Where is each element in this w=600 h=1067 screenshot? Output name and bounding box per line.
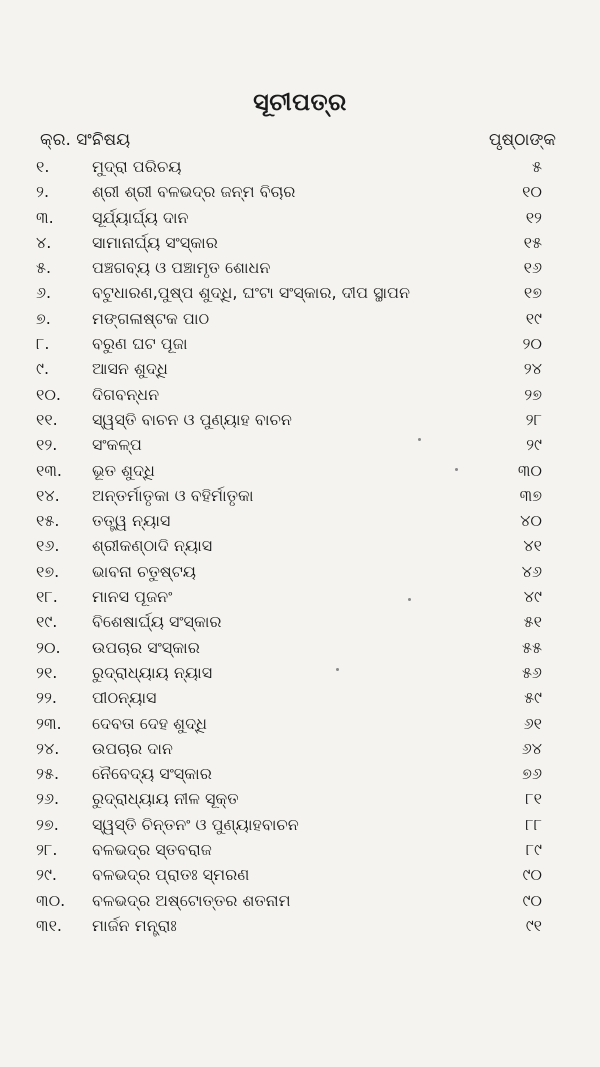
toc-row (0, 687, 600, 712)
toc-row (0, 308, 600, 333)
toc-row-subject: ବଳଭଦ୍ର ଅଷ୍ଟୋତ୍ତର ଶତନାମ (92, 890, 291, 910)
toc-row-page: ୯୦ (522, 865, 542, 885)
toc-row-number: ୮. (36, 334, 50, 354)
toc-row-number: ୧୫. (36, 511, 60, 531)
toc-row-number: ୧୨. (36, 435, 58, 455)
toc-row-number: ୧. (36, 157, 50, 176)
toc-row-page: ୪୦ (520, 511, 542, 531)
toc-row-number: ୪. (36, 232, 52, 252)
toc-row-number: ୯. (36, 359, 50, 379)
toc-row-number: ୨୯. (36, 865, 58, 885)
toc-row-subject: ଭାବନା ଚତୁଷ୍ଟୟ (92, 561, 196, 581)
toc-row-page: ୧୨ (525, 207, 542, 227)
toc-row-number: ୧୮. (36, 587, 58, 607)
toc-row-number: ୧୬. (36, 536, 60, 556)
toc-row-subject: ବଟୁଧାରଣ,ପୁଷ୍ପ ଶୁଦ୍ଧି, ଘଂଟା ସଂସ୍କାର, ଦୀପ ସ୍ଥାପନ (92, 283, 411, 303)
toc-row (0, 510, 600, 535)
toc-row-number: ୫. (36, 258, 52, 278)
toc-row-subject: ପୀଠନ୍ୟାସ (92, 688, 157, 708)
subject-header: ବିଷୟ (92, 130, 131, 150)
toc-row-number: ୩. (36, 207, 54, 227)
toc-row (0, 535, 600, 560)
toc-row (0, 434, 600, 459)
toc-row-page: ୨୮ (525, 409, 542, 429)
toc-row-page: ୬୪ (521, 738, 542, 758)
toc-row-number: ୨୧. (36, 662, 58, 682)
toc-row-number: ୨୫. (36, 764, 60, 784)
toc-row-page: ୬୧ (523, 713, 542, 733)
toc-row-page: ୪୧ (523, 536, 542, 556)
serial-header: କ୍ର. ସଂ. (40, 130, 98, 150)
toc-row-page: ୧୯ (525, 308, 542, 328)
page-header: ପୃଷ୍ଠାଙ୍କ (488, 130, 556, 150)
toc-row (0, 358, 600, 383)
toc-row-subject: ଉପଚାର ଦାନ (92, 738, 173, 758)
toc-row-number: ୨୨. (36, 688, 58, 708)
toc-row-subject: ମାର୍ଜନ ମନ୍ତ୍ରାଃ (92, 915, 177, 935)
page-title: ସୂଚୀପତ୍ର (253, 88, 347, 116)
toc-row-subject: ତତ୍ତ୍ୱ ନ୍ୟାସ (92, 511, 171, 531)
paper-speck (418, 438, 421, 441)
toc-row-subject: ମୁଦ୍ରା ପରିଚୟ (92, 157, 182, 176)
toc-row (0, 864, 600, 889)
toc-row-subject: ସାମାନାର୍ଘ୍ୟ ସଂସ୍କାର (92, 232, 218, 252)
paper-speck (408, 598, 411, 601)
toc-row-subject: ଶ୍ରୀକଣ୍ଠାଦି ନ୍ୟାସ (92, 536, 213, 556)
toc-row (0, 713, 600, 738)
toc-row-page: ୩୦ (517, 460, 542, 480)
toc-row-number: ୩୧. (36, 915, 62, 935)
toc-row (0, 181, 600, 206)
toc-row (0, 485, 600, 510)
toc-row-page: ୨୯ (526, 435, 542, 455)
toc-list (0, 156, 600, 940)
toc-row (0, 890, 600, 915)
toc-row-page: ୫ (532, 157, 542, 176)
toc-row (0, 460, 600, 485)
toc-row-page: ୭୬ (522, 764, 542, 784)
toc-row-subject: ବିଶେଷାର୍ଘ୍ୟ ସଂସ୍କାର (92, 612, 222, 632)
toc-row-subject: ବଳଭଦ୍ର ସ୍ତବରାଜ (92, 840, 212, 860)
toc-row-page: ୫୧ (523, 612, 542, 632)
toc-row-number: ୨୮. (36, 840, 58, 860)
toc-row-number: ୨୪. (36, 738, 60, 758)
toc-row (0, 839, 600, 864)
toc-row-page: ୮୮ (525, 814, 542, 834)
toc-row-subject: ବଳଭଦ୍ର ପ୍ରାତଃ ସ୍ମରଣ (92, 865, 250, 885)
toc-row-page: ୪୯ (523, 587, 542, 607)
toc-row (0, 282, 600, 307)
toc-row-subject: ଆସନ ଶୁଦ୍ଧି (92, 359, 168, 379)
toc-row-page: ୫୬ (521, 662, 542, 682)
toc-row-page: ୧୦ (522, 182, 542, 202)
toc-row-page: ୯୧ (525, 915, 542, 935)
toc-row-subject: ମାନସ ପୂଜନଂ (92, 587, 173, 607)
toc-row-page: ୨୦ (522, 334, 542, 354)
toc-row-number: ୨୦. (36, 637, 61, 657)
toc-row-page: ୨୪ (523, 359, 542, 379)
toc-row (0, 814, 600, 839)
toc-row (0, 611, 600, 636)
toc-row-subject: ରୁଦ୍ରାଧ୍ୟାୟ ନ୍ୟାସ (92, 662, 213, 682)
toc-row-page: ୫୯ (524, 688, 542, 708)
toc-row-subject: ବରୁଣ ଘଟ ପୂଜା (92, 334, 188, 354)
toc-row-subject: ଶ୍ରୀ ଶ୍ରୀ ବଳଭଦ୍ର ଜନ୍ମ ବିଚାର (92, 182, 296, 202)
toc-row-subject: ସ୍ୱସ୍ତି ବାଚନ ଓ ପୁଣ୍ୟାହ ବାଚନ (92, 409, 292, 429)
toc-row-number: ୧୪. (36, 485, 60, 505)
toc-row-subject: ନୈବେଦ୍ୟ ସଂସ୍କାର (92, 764, 212, 784)
toc-row (0, 662, 600, 687)
toc-row-subject: ଉପଚାର ସଂସ୍କାର (92, 637, 200, 657)
toc-row (0, 788, 600, 813)
toc-row-page: ୯୦ (522, 890, 542, 910)
toc-row (0, 763, 600, 788)
toc-row (0, 207, 600, 232)
toc-row (0, 738, 600, 763)
toc-row-subject: ଭୂତ ଶୁଦ୍ଧି (92, 460, 155, 480)
toc-row-number: ୧୯. (36, 612, 58, 632)
toc-row-subject: ଦେବତା ଦେହ ଶୁଦ୍ଧି (92, 713, 207, 733)
toc-row-number: ୨. (36, 182, 50, 202)
toc-row-number: ୧୭. (36, 561, 60, 581)
toc-row-number: ୨୩. (36, 713, 62, 733)
toc-row (0, 409, 600, 434)
toc-row-page: ୧୬ (523, 258, 542, 278)
toc-row (0, 561, 600, 586)
toc-row (0, 257, 600, 282)
paper-speck (336, 668, 339, 671)
toc-row (0, 232, 600, 257)
toc-row (0, 333, 600, 358)
toc-row-number: ୧୩. (36, 460, 62, 480)
toc-row-subject: ଦିଗବନ୍ଧନ (92, 384, 160, 404)
table-header (0, 130, 600, 156)
toc-row-number: ୨୬. (36, 789, 60, 809)
toc-row-page: ୧୫ (523, 232, 542, 252)
toc-row-subject: ରୁଦ୍ରାଧ୍ୟାୟ ନୀଳ ସୂକ୍ତ (92, 789, 239, 809)
toc-row-page: ୮୯ (525, 840, 542, 860)
toc-row-subject: ମଙ୍ଗଳାଷ୍ଟକ ପାଠ (92, 308, 210, 328)
toc-row-subject: ସଂକଳ୍ପ (92, 435, 142, 455)
toc-row-subject: ସ୍ୱସ୍ତି ଚିନ୍ତନଂ ଓ ପୁଣ୍ୟାହବାଚନ (92, 814, 299, 834)
toc-row (0, 637, 600, 662)
toc-row (0, 156, 600, 181)
toc-row-number: ୭. (36, 308, 51, 328)
toc-row-subject: ପଞ୍ଚଗବ୍ୟ ଓ ପଞ୍ଚାମୃତ ଶୋଧନ (92, 258, 271, 278)
toc-row-page: ୮୧ (525, 789, 542, 809)
toc-row-subject: ଅନ୍ତର୍ମାତୃକା ଓ ବହିର୍ମାତୃକା (92, 485, 254, 505)
toc-row-number: ୬. (36, 283, 52, 303)
toc-row (0, 586, 600, 611)
toc-row-subject: ସୂର୍ଯ୍ୟାର୍ଘ୍ୟ ଦାନ (92, 207, 189, 227)
toc-row (0, 384, 600, 409)
toc-row-page: ୨୭ (524, 384, 542, 404)
toc-row (0, 915, 600, 940)
toc-row-number: ୧୧. (36, 409, 58, 429)
paper-speck (455, 468, 458, 471)
toc-row-number: ୩୦. (36, 890, 66, 910)
toc-row-page: ୫୫ (522, 637, 542, 657)
toc-row-number: ୨୭. (36, 814, 59, 834)
toc-row-page: ୪୬ (521, 561, 542, 581)
toc-row-page: ୧୭ (523, 283, 542, 303)
toc-row-page: ୩୭ (519, 485, 542, 505)
toc-row-number: ୧୦. (36, 384, 62, 404)
